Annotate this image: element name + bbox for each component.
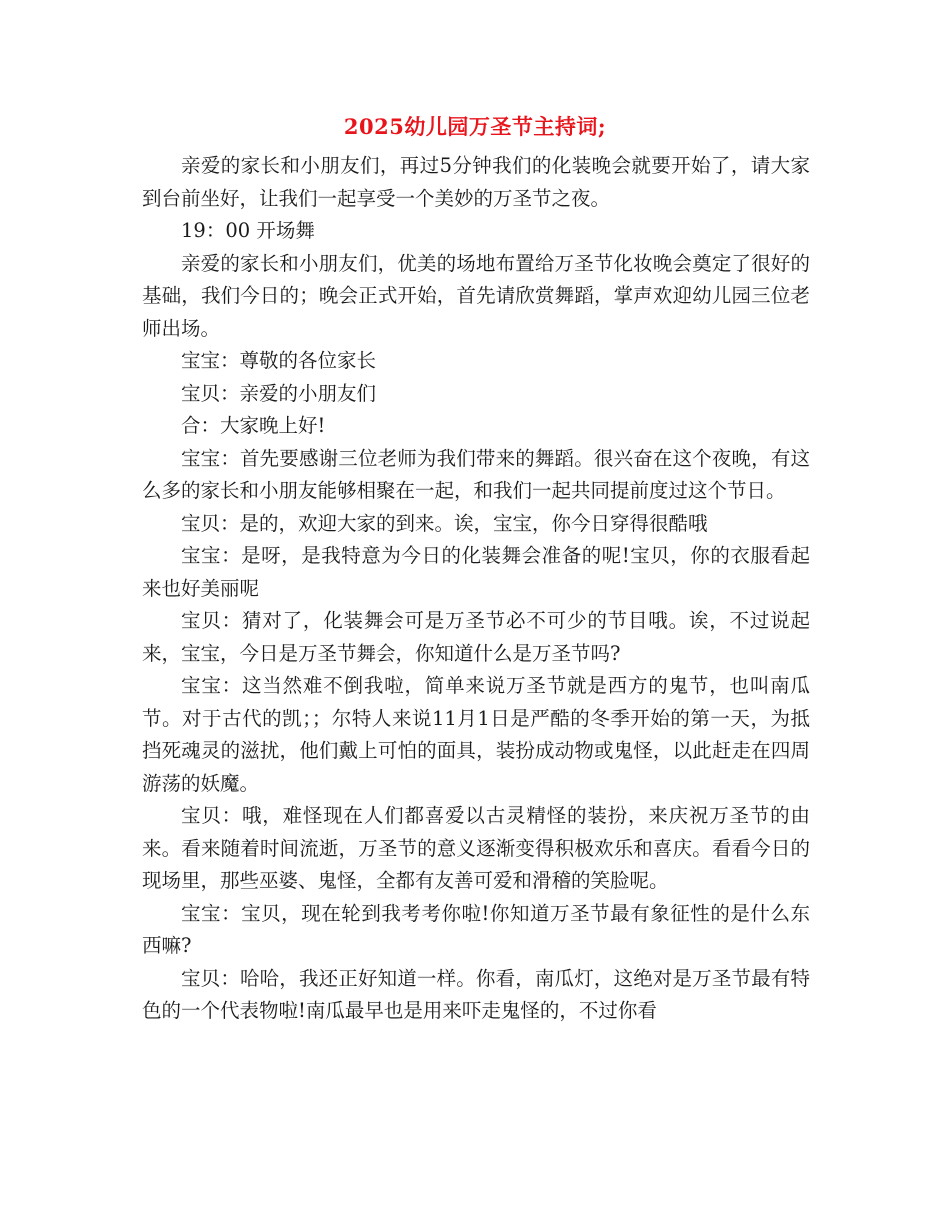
paragraph: 宝宝：尊敬的各位家长 — [181, 349, 377, 372]
paragraph: 亲爱的家长和小朋友们，优美的场地布置给万圣节化妆晚会奠定了很好的基础，我们今日的；晚会正式开始，首先请欣赏舞蹈，掌声欢迎幼儿园三位老师出场。 — [142, 251, 810, 340]
paragraph: 宝贝：亲爱的小朋友们 — [181, 381, 377, 405]
paragraph: 宝宝：这当然难不倒我啦，简单来说万圣节就是西方的鬼节，也叫南瓜节。对于古代的凯；；尔特人来说11月1日是严酷的冬季开始的第一天，为抵挡死魂灵的滋扰，他们戴上可怕的面具，装扮成动物或鬼怪，以此赶走在四周游荡的妖魔。 — [142, 674, 810, 795]
paragraph: 宝贝：猜对了，化装舞会可是万圣节必不可少的节目哦。诶，不过说起来，宝宝，今日是万圣节舞会，你知道什么是万圣节吗? — [142, 609, 810, 665]
paragraph: 宝宝：首先要感谢三位老师为我们带来的舞蹈。很兴奋在这个夜晚，有这么多的家长和小朋友能够相聚在一起，和我们一起共同提前度过这个节日。 — [142, 446, 810, 502]
paragraph: 合：大家晚上好! — [181, 414, 326, 437]
paragraph: 宝宝：是呀，是我特意为今日的化装舞会准备的呢!宝贝，你的衣服看起来也好美丽呢 — [142, 544, 810, 600]
paragraph: 宝宝：宝贝，现在轮到我考考你啦!你知道万圣节最有象征性的是什么东西嘛? — [142, 901, 810, 957]
document-body — [142, 150, 810, 1028]
paragraph: 19：00 开场舞 — [181, 219, 315, 242]
paragraph: 宝贝：哈哈，我还正好知道一样。你看，南瓜灯，这绝对是万圣节最有特色的一个代表物啦!南瓜最早也是用来吓走鬼怪的，不过你看 — [142, 966, 810, 1022]
document-title: 2025幼儿园万圣节主持词; — [343, 114, 607, 139]
paragraph: 宝贝：是的，欢迎大家的到来。诶，宝宝，你今日穿得很酷哦 — [181, 511, 708, 535]
paragraph: 宝贝：哦，难怪现在人们都喜爱以古灵精怪的装扮，来庆祝万圣节的由来。看来随着时间流逝，万圣节的意义逐渐变得积极欢乐和喜庆。看看今日的现场里，那些巫婆、鬼怪，全都有友善可爱和滑稽的笑脸呢。 — [142, 804, 810, 892]
paragraph: 亲爱的家长和小朋友们，再过5分钟我们的化装晚会就要开始了，请大家到台前坐好，让我们一起享受一个美妙的万圣节之夜。 — [142, 154, 810, 210]
